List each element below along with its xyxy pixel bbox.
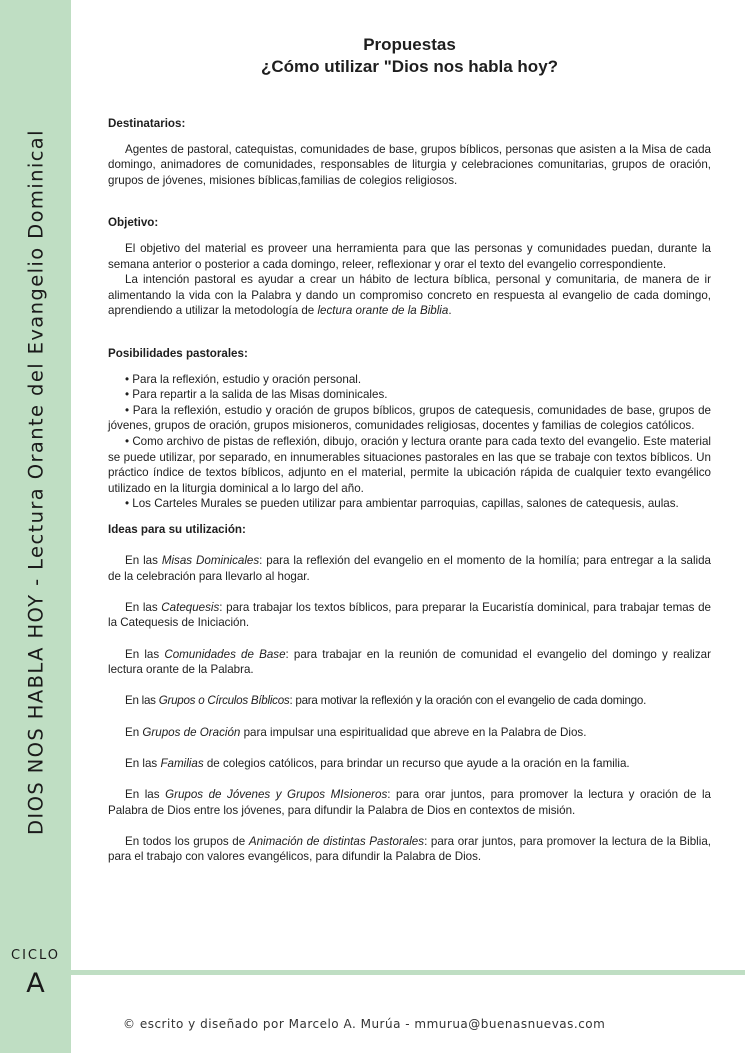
- list-item: • Los Carteles Murales se pueden utilizar para ambientar parroquias, capillas, salones de catequesis, aulas.: [125, 497, 679, 511]
- page-title: [108, 34, 711, 78]
- idea-paragraph: En las Grupos de Jóvenes y Grupos MIsioneros: para orar juntos, para promover la lectura y oración de la Palabra de Dios entre los jóvenes, para difundir la Palabra de Dios en contextos de misión.: [108, 787, 711, 817]
- title-line-2: ¿Cómo utilizar "Dios nos habla hoy?: [260, 57, 559, 76]
- cycle-label: CICLO: [11, 948, 60, 963]
- footer-credit: © escrito y diseñado por Marcelo A. Murúa - mmurua@buenasnuevas.com: [123, 1017, 606, 1031]
- idea-paragraph: En las Catequesis: para trabajar los textos bíblicos, para preparar la Eucaristía dominical, para trabajar temas de la Catequesis de Iniciación.: [108, 600, 711, 630]
- section-heading: Posibilidades pastorales:: [108, 346, 248, 360]
- idea-paragraph: En las Familias de colegios católicos, para brindar un recurso que ayude a la oración en la familia.: [125, 756, 630, 770]
- list-item: • Para repartir a la salida de las Misas dominicales.: [125, 388, 388, 402]
- idea-paragraph: En las Comunidades de Base: para trabajar en la reunión de comunidad el evangelio del domingo y realizar lectura orante de la Palabra.: [108, 647, 711, 677]
- idea-paragraph: En Grupos de Oración para impulsar una espiritualidad que abreve en la Palabra de Dios.: [125, 725, 587, 739]
- section-objetivo: [108, 215, 711, 319]
- section-destinatarios: [108, 116, 711, 188]
- idea-paragraph: En las Misas Dominicales: para la reflexión del evangelio en el momento de la homilía; para entregar a la salida de la celebración para llevarlo al hogar.: [108, 554, 711, 583]
- section-posibilidades: [108, 346, 711, 512]
- sidebar-band: [0, 0, 71, 1053]
- title-line-1: Propuestas: [363, 35, 456, 54]
- paragraph: La intención pastoral es ayudar a crear un hábito de lectura bíblica, personal y comunitaria, de manera de ir alimentando la vida con la Palabra y dando un compromiso concreto en respuesta al evangelio de cada domingo, aprendiendo a utilizar la metodología de lectura orante de la Biblia.: [108, 273, 711, 318]
- vertical-series-title: DIOS NOS HABLA HOY - Lectura Orante del Evangelio Dominical: [24, 129, 48, 835]
- list-item: • Para la reflexión, estudio y oración personal.: [125, 372, 362, 386]
- section-ideas: [108, 522, 711, 865]
- section-heading: Objetivo:: [108, 216, 159, 230]
- bullet-list: [108, 372, 711, 512]
- paragraph: Agentes de pastoral, catequistas, comunidades de base, grupos bíblicos, personas que asisten a la Misa de cada domingo, animadores de comunidades, responsables de liturgia y celebraciones comunitarias, grupos de oración, grupos de jóvenes, misiones bíblicas,familias de colegios religiosos.: [108, 142, 711, 187]
- paragraph: El objetivo del material es proveer una herramienta para que las personas y comunidades puedan, durante la semana anterior o posterior a cada domingo, releer, reflexionar y orar el texto del evangelio correspondiente.: [108, 241, 711, 271]
- page-content: [108, 34, 711, 865]
- cycle-letter: A: [26, 968, 45, 999]
- list-item: • Para la reflexión, estudio y oración de grupos bíblicos, grupos de catequesis, comunidades de base, grupos de jóvenes, grupos de oración, grupos misioneros, comunidades religiosas, docentes y familias de colegios católicos.: [108, 403, 711, 433]
- idea-paragraph: En todos los grupos de Animación de distintas Pastorales: para orar juntos, para promover la lectura de la Biblia, para el trabajo con valores evangélicos, para difundir la Palabra de Dios.: [108, 834, 712, 864]
- section-heading: Ideas para su utilización:: [108, 522, 246, 536]
- section-heading: Destinatarios:: [108, 117, 186, 130]
- idea-paragraph: En las Grupos o Círculos Bíblicos: para motivar la reflexión y la oración con el evangelio de cada domingo.: [125, 694, 647, 708]
- list-item: • Como archivo de pistas de reflexión, dibujo, oración y lectura orante para cada texto del evangelio. Este material se puede utilizar, por separado, en innumerables situaciones pastorales en las que se trabaje con textos bíblicos. Un práctico índice de textos bíblicos, adjunto en el material, permite la ubicación rápida de cualquier texto evangélico utilizado en la liturgia dominical a lo largo del año.: [108, 434, 711, 495]
- footer-divider: [71, 970, 745, 975]
